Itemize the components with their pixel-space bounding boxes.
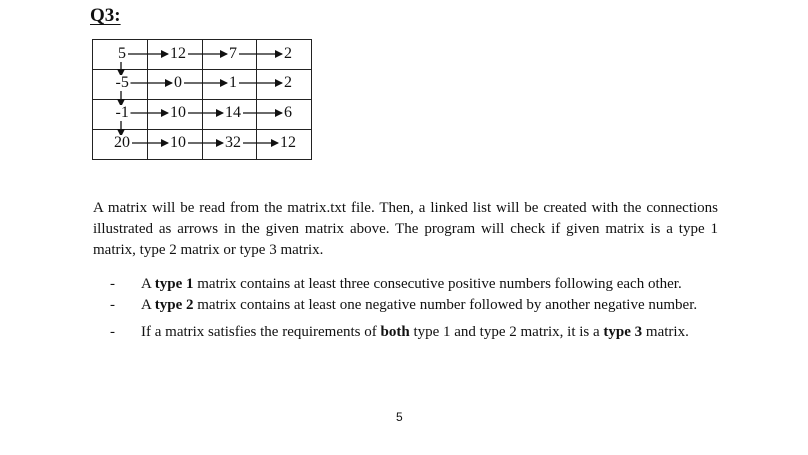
page-number: 5: [396, 410, 403, 424]
rule-item: [110, 295, 718, 316]
question-heading: Q3:: [90, 5, 121, 26]
rule-text: matrix.: [642, 324, 689, 340]
rule-item: [110, 274, 718, 295]
matrix-value: 32: [225, 134, 241, 151]
matrix-value: -5: [115, 74, 129, 91]
rule-text: A: [141, 276, 155, 292]
bold-term: type 2: [154, 297, 194, 313]
bold-term: type 1: [154, 276, 194, 292]
description-paragraph: A matrix will be read from the matrix.txt file. Then, a linked list will be created with the connections illustrated as arrows in the given matrix above. The program will check if given matrix is a type 1 matrix, type 2 matrix or type 3 matrix.: [93, 200, 718, 258]
matrix-value: 14: [225, 104, 241, 121]
matrix-value: 10: [170, 104, 186, 121]
matrix-value: 20: [114, 134, 130, 151]
bullet-dash: -: [110, 276, 115, 292]
matrix-value: 7: [229, 45, 237, 62]
rule-text: A: [141, 297, 155, 313]
matrix-value: 12: [170, 45, 186, 62]
matrix-value: -1: [115, 104, 129, 121]
matrix-value: 12: [280, 134, 296, 151]
rule-item: [110, 322, 718, 343]
matrix-value: 5: [118, 45, 126, 62]
matrix-value: 0: [174, 74, 182, 91]
rule-text: If a matrix satisfies the requirements of: [141, 324, 381, 340]
rule-text: matrix contains at least one negative number followed by another negative number.: [193, 297, 698, 313]
bold-term: both: [380, 324, 410, 340]
matrix-value: 1: [229, 74, 237, 91]
bullet-dash: -: [110, 324, 115, 340]
matrix-value: 2: [284, 74, 292, 91]
linked-matrix-figure: [92, 39, 312, 159]
bold-term: type 3: [603, 324, 643, 340]
bullet-dash: -: [110, 297, 115, 313]
rule-text: type 1 and type 2 matrix, it is a: [409, 324, 604, 340]
matrix-value: 6: [284, 104, 292, 121]
type-rules-list: [110, 274, 718, 343]
matrix-value: 2: [284, 45, 292, 62]
matrix-value: 10: [170, 134, 186, 151]
rule-text: matrix contains at least three consecutive positive numbers following each other.: [193, 276, 682, 292]
